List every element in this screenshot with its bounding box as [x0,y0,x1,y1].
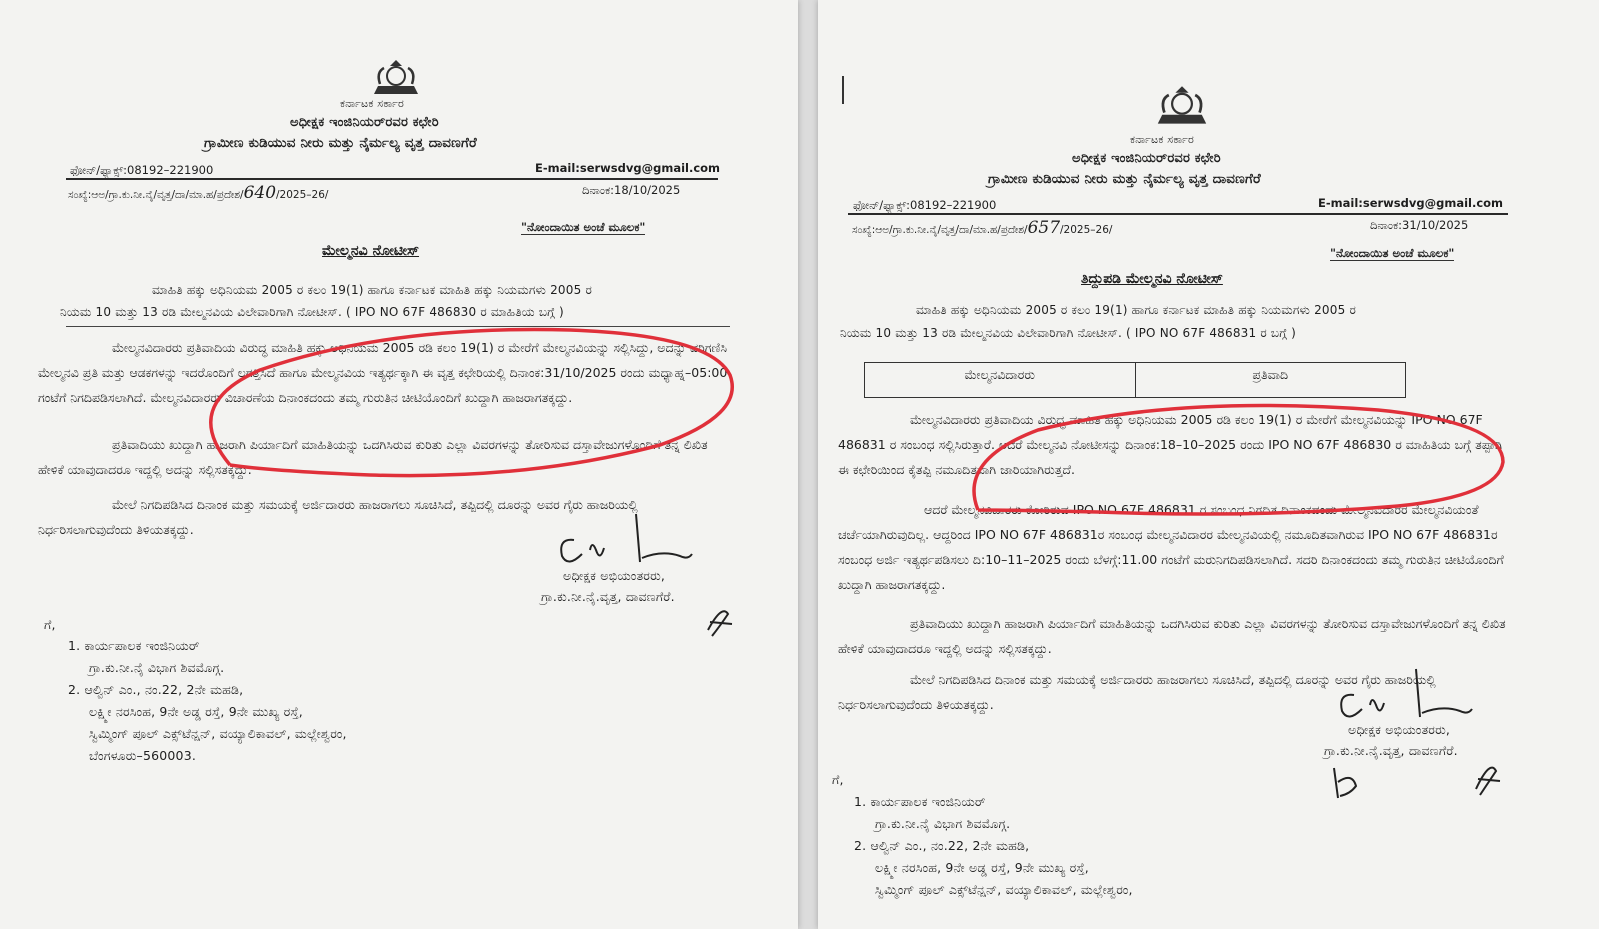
recipient-1-title: 1. ಕಾರ್ಯಪಾಲಕ ಇಂಜಿನಿಯರ್ [854,794,986,809]
phone-fax: ಫೋನ್/ಫ್ಯಾಕ್ಸ್:08192–221900 [853,198,997,212]
recipient-2-city: ಬೆಂಗಳೂರು–560003. [89,748,197,763]
division-name: ಗ್ರಾಮೀಣ ಕುಡಿಯುವ ನೀರು ಮತ್ತು ನೈರ್ಮಲ್ಯ ವೃತ್ತ ದಾವಣಗೆರೆ [988,171,1261,187]
body-paragraph-respondent: ಪ್ರತಿವಾದಿಯು ಖುದ್ದಾಗಿ ಹಾಜರಾಗಿ ಪಿರ್ಯಾದಿಗೆ ಮಾಹಿತಿಯನ್ನು ಒದಗಿಸಿರುವ ಕುರಿತು ಎಲ್ಲಾ ವಿವರಗಳನ್ನು ತೋರಿಸುವ ದಸ್ತಾವೇಜುಗಳೊಂದಿಗೆ ತನ್ನ ಲಿಖಿತ ಹೇಳಿಕೆ ಯಾವುದಾದರೂ ಇದ್ದಲ್ಲಿ ಅದನ್ನು ಸಲ್ಲಿಸತಕ್ಕದ್ದು. [838,616,1506,656]
office-name: ಅಧೀಕ್ಷಕ ಇಂಜಿನಿಯರ್‌ರವರ ಕಛೇರಿ [1072,151,1221,166]
margin-mark [842,76,844,104]
handwritten-ref-number: 657 [1027,218,1061,238]
header-rule [848,213,1508,215]
recipient-2-address-2: ಸ್ವಿಮ್ಮಿಂಗ್ ಪೂಲ್ ಎಕ್ಸ್‌ಟೆನ್ಷನ್, ವಯ್ಯಾಲಿಕಾವಲ್, ಮಲ್ಲೇಶ್ವರಂ, [875,882,1133,897]
recipient-2-name: 2. ಆಲ್ವಿನ್ ಎಂ., ನಂ.22, 2ನೇ ಮಹಡಿ, [854,838,1030,853]
appellant-column-header: ಮೇಲ್ಮನವಿದಾರರು [865,363,1136,397]
registered-post-label: "ನೋಂದಾಯಿತ ಅಂಚೆ ಮೂಲಕ" [521,220,646,234]
reference-number: ಸಂಖ್ಯೆ:ಆಅ/ಗ್ರಾ.ಕು.ನೀ.ನೈ/ವೃತ್ತ/ದಾ/ಮಾ.ಹ/ಪ್ರದೇಶ/640/2025–26/ [68,183,329,203]
notice-title: ಮೇಲ್ಮನವಿ ನೋಟೀಸ್ [322,243,420,259]
notice-date: ದಿನಾಂಕ:31/10/2025 [1370,218,1469,232]
subject-line-2: ನಿಯಮ 10 ಮತ್ತು 13 ರಡಿ ಮೇಲ್ಮನವಿಯ ವಿಲೇವಾರಿಗಾಗಿ ನೋಟೀಸ್. ( IPO NO 67F 486831 ರ ಬಗ್ಗೆ ) [840,326,1296,340]
parties-table [864,362,1406,398]
recipient-2-address-2: ಸ್ವಿಮ್ಮಿಂಗ್ ಪೂಲ್ ಎಕ್ಸ್‌ಟೆನ್ಷನ್, ವಯ್ಯಾಲಿಕಾವಲ್, ಮಲ್ಲೇಶ್ವರಂ, [89,726,347,741]
initials-icon [1326,760,1366,804]
handwritten-ref-number: 640 [243,183,277,203]
header-rule [66,178,718,180]
recipient-2-name: 2. ಆಲ್ವಿನ್ ಎಂ., ನಂ.22, 2ನೇ ಮಹಡಿ, [68,682,244,697]
division-name: ಗ್ರಾಮೀಣ ಕುಡಿಯುವ ನೀರು ಮತ್ತು ನೈರ್ಮಲ್ಯ ವೃತ್ತ ದಾವಣಗೆರೆ [204,135,477,151]
signatory-office: ಗ್ರಾ.ಕು.ನೀ.ನೈ.ವೃತ್ತ, ದಾವಣಗೆರೆ. [541,589,675,604]
recipient-1-office: ಗ್ರಾ.ಕು.ನೀ.ನೈ ವಿಭಾಗ ಶಿವಮೊಗ್ಗ. [875,816,1011,831]
karnataka-emblem-icon [1150,84,1214,128]
initials-icon [702,600,738,640]
initials-icon [1470,755,1506,801]
email-address: E-mail:serwsdvg@gmail.com [1318,196,1504,210]
body-paragraph-hearing: ಮೇಲ್ಮನವಿದಾರರು ಪ್ರತಿವಾದಿಯ ವಿರುದ್ಧ ಮಾಹಿತಿ ಹಕ್ಕು ಅಧಿನಿಯಮ 2005 ರಡಿ ಕಲಂ 19(1) ರ ಮೇರೆಗೆ ಮೇಲ್ಮನವಿಯನ್ನು ಸಲ್ಲಿಸಿದ್ದು, ಅದನ್ನು ಪರಿಗಣಿಸಿ ಮೇಲ್ಮನವಿ ಪ್ರತಿ ಮತ್ತು ಆಡಕಗಳನ್ನು ಇದರೊಂದಿಗೆ ಲಗತ್ತಿಸಿದೆ ಹಾಗೂ ಮೇಲ್ಮನವಿಯ ಇತ್ಯರ್ಥಕ್ಕಾಗಿ ಈ ವೃತ್ತ ಕಛೇರಿಯಲ್ಲಿ ದಿನಾಂಕ:31/10/2025 ರಂದು ಮಧ್ಯಾಹ್ನ–05:00 ಗಂಟೆಗೆ ನಿಗದಿಪಡಿಸಲಾಗಿದೆ. ಮೇಲ್ಮನವಿದಾರರು ವಿಚಾರಣೆಯ ದಿನಾಂಕದಂದು ತಮ್ಮ ಗುರುತಿನ ಚೀಟಿಯೊಂದಿಗೆ ಖುದ್ದಾಗಿ ಹಾಜರಾಗತಕ್ಕದ್ದು. [38,340,728,405]
office-name: ಅಧೀಕ್ಷಕ ಇಂಜಿನಿಯರ್‌ರವರ ಕಛೇರಿ [290,115,439,130]
recipient-2-address-1: ಲಕ್ಷ್ಮೀ ನರಸಿಂಹ, 9ನೇ ಅಡ್ಡ ರಸ್ತೆ, 9ನೇ ಮುಖ್ಯ ರಸ್ತೆ, [89,704,303,719]
signatory-office: ಗ್ರಾ.ಕು.ನೀ.ನೈ.ವೃತ್ತ, ದಾವಣಗೆರೆ. [1324,743,1458,758]
karnataka-emblem-icon [368,58,424,98]
body-paragraph-absence: ಮೇಲೆ ನಿಗದಿಪಡಿಸಿದ ದಿನಾಂಕ ಮತ್ತು ಸಮಯಕ್ಕೆ ಅರ್ಜಿದಾರರು ಹಾಜರಾಗಲು ಸೂಚಿಸಿದೆ, ತಪ್ಪಿದಲ್ಲಿ ದೂರನ್ನು ಅವರ ಗೈರು ಹಾಜರಿಯಲ್ಲಿ ನಿರ್ಧರಿಸಲಾಗುವುದೆಂದು ತಿಳಿಯತಕ್ಕದ್ದು. [38,497,638,537]
subject-line-2: ನಿಯಮ 10 ಮತ್ತು 13 ರಡಿ ಮೇಲ್ಮನವಿಯ ವಿಲೇವಾರಿಗಾಗಿ ನೋಟೀಸ್. ( IPO NO 67F 486830 ರ ಮಾಹಿತಿಯ ಬಗ್ಗೆ ) [60,305,564,319]
respondent-column-header: ಪ್ರತಿವಾದಿ [1252,367,1289,382]
subject-underline [66,326,730,327]
notice-document-right [818,0,1599,929]
recipient-1-title: 1. ಕಾರ್ಯಪಾಲಕ ಇಂಜಿನಿಯರ್ [68,638,200,653]
recipient-1-office: ಗ್ರಾ.ಕು.ನೀ.ನೈ ವಿಭಾಗ ಶಿವಮೊಗ್ಗ. [89,660,225,675]
reference-number: ಸಂಖ್ಯೆ:ಆಅ/ಗ್ರಾ.ಕು.ನೀ.ನೈ/ವೃತ್ತ/ದಾ/ಮಾ.ಹ/ಪ್ರದೇಶ/657/2025–26/ [852,218,1113,238]
to-label: ಗೆ, [44,617,56,632]
body-paragraph-respondent: ಪ್ರತಿವಾದಿಯು ಖುದ್ದಾಗಿ ಹಾಜರಾಗಿ ಪಿರ್ಯಾದಿಗೆ ಮಾಹಿತಿಯನ್ನು ಒದಗಿಸಿರುವ ಕುರಿತು ಎಲ್ಲಾ ವಿವರಗಳನ್ನು ತೋರಿಸುವ ದಸ್ತಾವೇಜುಗಳೊಂದಿಗೆ ತನ್ನ ಲಿಖಿತ ಹೇಳಿಕೆ ಯಾವುದಾದರೂ ಇದ್ದಲ್ಲಿ ಅದನ್ನು ಸಲ್ಲಿಸತಕ್ಕದ್ದು. [38,437,708,477]
body-paragraph-correction: ಮೇಲ್ಮನವಿದಾರರು ಪ್ರತಿವಾದಿಯ ವಿರುದ್ಧ ಮಾಹಿತಿ ಹಕ್ಕು ಅಧಿನಿಯಮ 2005 ರಡಿ ಕಲಂ 19(1) ರ ಮೇರೆಗೆ ಮೇಲ್ಮನವಿಯನ್ನು IPO NO 67F 486831 ರ ಸಂಬಂಧ ಸಲ್ಲಿಸಿರುತ್ತಾರೆ. ಆದರೆ ಮೇಲ್ಮನವಿ ನೋಟೀಸನ್ನು ದಿನಾಂಕ:18–10–2025 ರಂದು IPO NO 67F 486830 ರ ಮಾಹಿತಿಯ ಬಗ್ಗೆ ತಪ್ಪಾಗಿ ಈ ಕಛೇರಿಯಿಂದ ಕೈತಪ್ಪಿ ನಮೂದಿತವಾಗಿ ಜಾರಿಯಾಗಿರುತ್ತದೆ. [838,412,1502,477]
body-paragraph-rescheduled: ಆದರೆ ಮೇಲ್ಮನವಿದಾರರು ಕೋರಿರುವ IPO NO 67F 486831 ರ ಸಂಬಂಧ ನಿಗದಿತ ದಿನಾಂಕದಂದು ಮೇಲ್ಮನವಿದಾರರ ಮೇಲ್ಮನವಿಯಂತೆ ಚರ್ಚೆಯಾಗಿರುವುದಿಲ್ಲ. ಆದ್ದರಿಂದ IPO NO 67F 486831ರ ಸಂಬಂಧ ಮೇಲ್ಮನವಿದಾರರ ಮೇಲ್ಮನವಿಯಲ್ಲಿ ನಮೂದಿತವಾಗಿರುವ IPO NO 67F 486831ರ ಸಂಬಂಧ ಅರ್ಜಿ ಇತ್ಯರ್ಥಪಡಿಸಲು ದಿ:10–11–2025 ರಂದು ಬೆಳಗ್ಗೆ:11.00 ಗಂಟೆಗೆ ಮರುನಿಗದಿಪಡಿಸಲಾಗಿದೆ. ಸದರಿ ದಿನಾಂಕದಂದು ತಮ್ಮ ಗುರುತಿನ ಚೀಟಿಯೊಂದಿಗೆ ಖುದ್ದಾಗಿ ಹಾಜರಾಗತಕ್ಕದ್ದು. [838,502,1504,592]
body-paragraph-absence: ಮೇಲೆ ನಿಗದಿಪಡಿಸಿದ ದಿನಾಂಕ ಮತ್ತು ಸಮಯಕ್ಕೆ ಅರ್ಜಿದಾರರು ಹಾಜರಾಗಲು ಸೂಚಿಸಿದೆ, ತಪ್ಪಿದಲ್ಲಿ ದೂರನ್ನು ಅವರ ಗೈರು ಹಾಜರಿಯಲ್ಲಿ ನಿರ್ಧರಿಸಲಾಗುವುದೆಂದು ತಿಳಿಯತಕ್ಕದ್ದು. [838,672,1436,712]
government-label: ಕರ್ನಾಟಕ ಸರ್ಕಾರ [1130,133,1195,146]
email-address: E-mail:serwsdvg@gmail.com [535,161,721,175]
government-label: ಕರ್ನಾಟಕ ಸರ್ಕಾರ [340,97,405,110]
subject-line-1: ಮಾಹಿತಿ ಹಕ್ಕು ಅಧಿನಿಯಮ 2005 ರ ಕಲಂ 19(1) ಹಾಗೂ ಕರ್ನಾಟಕ ಮಾಹಿತಿ ಹಕ್ಕು ನಿಯಮಗಳು 2005 ರ [916,303,1356,317]
phone-fax: ಫೋನ್/ಫ್ಯಾಕ್ಸ್:08192–221900 [70,163,214,177]
signatory-title: ಅಧೀಕ್ಷಕ ಅಭಿಯಂತರರು, [1348,722,1451,737]
notice-document-left [0,0,798,929]
signatory-title: ಅಧೀಕ್ಷಕ ಅಭಿಯಂತರರು, [563,568,666,583]
registered-post-label: "ನೋಂದಾಯಿತ ಅಂಚೆ ಮೂಲಕ" [1330,246,1455,260]
notice-date: ದಿನಾಂಕ:18/10/2025 [582,183,681,197]
subject-line-1: ಮಾಹಿತಿ ಹಕ್ಕು ಅಧಿನಿಯಮ 2005 ರ ಕಲಂ 19(1) ಹಾಗೂ ಕರ್ನಾಟಕ ಮಾಹಿತಿ ಹಕ್ಕು ನಿಯಮಗಳು 2005 ರ [152,283,592,297]
to-label: ಗೆ, [832,772,844,787]
notice-title: ತಿದ್ದುಪಡಿ ಮೇಲ್ಮನವಿ ನೋಟೀಸ್ [1081,271,1223,287]
recipient-2-address-1: ಲಕ್ಷ್ಮೀ ನರಸಿಂಹ, 9ನೇ ಅಡ್ಡ ರಸ್ತೆ, 9ನೇ ಮುಖ್ಯ ರಸ್ತೆ, [875,860,1089,875]
